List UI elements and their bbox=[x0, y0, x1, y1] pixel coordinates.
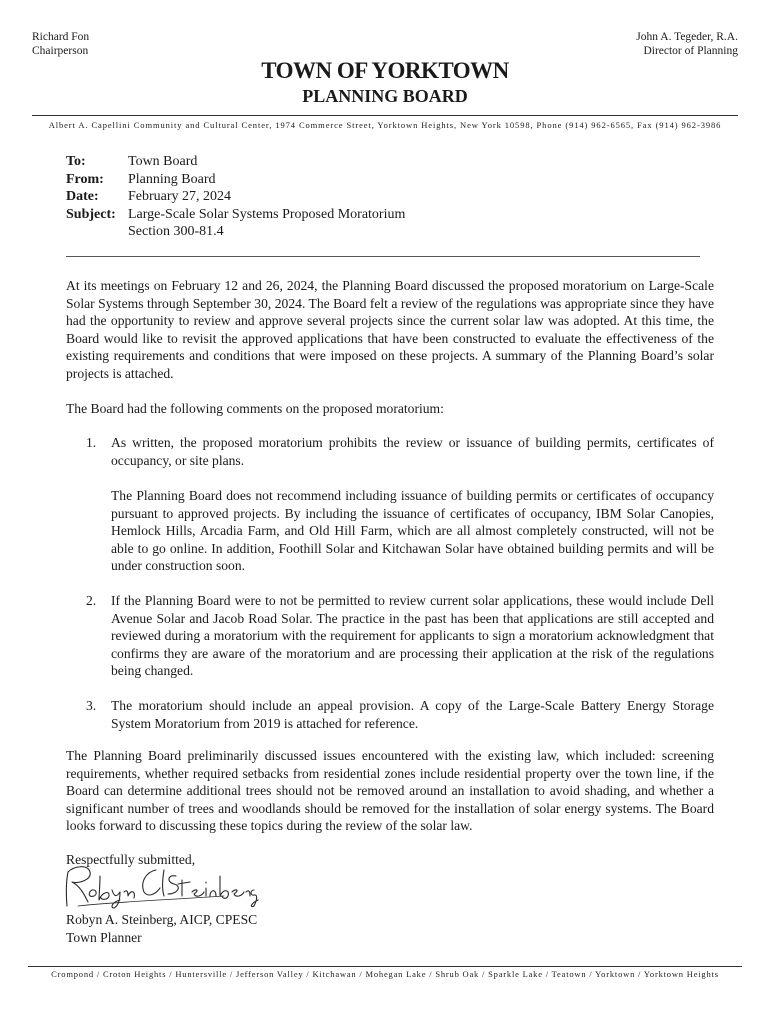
memo-from-label: From: bbox=[66, 171, 104, 187]
chairperson-block bbox=[32, 30, 89, 58]
memo-date-value: February 27, 2024 bbox=[128, 189, 232, 204]
signer-name: Robyn A. Steinberg, AICP, CPESC bbox=[66, 912, 258, 927]
paragraph-intro: At its meetings on February 12 and 26, 2024, the Planning Board discussed the proposed moratorium on Large-Scale Solar Systems through September 30, 2024. The Board felt a review of the regulations was appropriate since they have had the opportunity to review and approve several projects since the current solar law was adopted. At this time, the Board would like to revisit the approved applications that have been constructed to evaluate the effectiveness of the existing requirements and conditions that were imposed on these projects. A summary of the Planning Board’s solar projects is attached. bbox=[66, 278, 714, 381]
list-item-1-text: As written, the proposed moratorium prohibits the review or issuance of building permits, certificates of occupancy, or site plans. bbox=[111, 435, 714, 468]
list-item-2-number: 2. bbox=[86, 593, 97, 608]
header-divider bbox=[32, 115, 738, 116]
footer-hamlets: Crompond / Croton Heights / Huntersville / Jefferson Valley / Kitchawan / Mohegan Lake / Shrub Oak / Sparkle Lake / Teatown / Yorktown / Yorktown Heights bbox=[51, 969, 719, 979]
memo-to-row bbox=[66, 153, 405, 171]
memo-from-value: Planning Board bbox=[128, 171, 216, 187]
list-item-3-number: 3. bbox=[86, 698, 97, 713]
memo-subject-label: Subject: bbox=[66, 206, 116, 222]
list-item-2 bbox=[86, 592, 714, 680]
memo-to-label: To: bbox=[66, 154, 86, 169]
director-title: Director of Planning bbox=[643, 45, 738, 57]
chairperson-title: Chairperson bbox=[32, 45, 89, 57]
memo-subject-line2: Section 300-81.4 bbox=[128, 224, 224, 239]
memo-subject-row bbox=[66, 206, 405, 241]
memo-header bbox=[66, 153, 405, 241]
memo-subject-line1: Large-Scale Solar Systems Proposed Moratorium bbox=[128, 206, 406, 222]
memo-date-label: Date: bbox=[66, 189, 99, 204]
address-line: Albert A. Capellini Community and Cultural Center, 1974 Commerce Street, Yorktown Heights, New York 10598, Phone (914) 962-6565, Fax (914) 962-3986 bbox=[48, 120, 722, 130]
memo-divider bbox=[66, 256, 700, 257]
director-name: John A. Tegeder, R.A. bbox=[636, 31, 738, 43]
memo-date-row bbox=[66, 188, 405, 206]
list-item-1 bbox=[86, 434, 714, 469]
memo-subject-value bbox=[128, 206, 405, 241]
paragraph-comments-lead: The Board had the following comments on the proposed moratorium: bbox=[66, 401, 444, 416]
signer-title: Town Planner bbox=[66, 930, 142, 945]
memo-to-value: Town Board bbox=[128, 154, 198, 169]
list-item-1-number: 1. bbox=[86, 435, 97, 450]
chairperson-name: Richard Fon bbox=[32, 31, 90, 43]
director-block bbox=[636, 30, 738, 58]
handwritten-signature bbox=[54, 862, 264, 910]
list-item-1-detail: The Planning Board does not recommend including issuance of building permits or certificates of occupancy pursuant to approved projects. By including the issuance of certificates of occupancy, IBM Solar Canopies, Hemlock Hills, Arcadia Farm, and Old Hill Farm, which are all almost completely constructed, will not be able to go online. In addition, Foothill Solar and Kitchawan Solar have obtained building permits and will be under construction soon. bbox=[111, 488, 714, 573]
list-item-3-text: The moratorium should include an appeal provision. A copy of the Large-Scale Battery Energy Storage System Moratorium from 2019 is attached for reference. bbox=[111, 698, 714, 731]
board-title: PLANNING BOARD bbox=[302, 86, 468, 106]
footer-divider bbox=[28, 966, 742, 967]
list-item-3 bbox=[86, 697, 714, 732]
closing-salutation: Respectfully submitted, bbox=[66, 852, 196, 867]
paragraph-existing-law: The Planning Board preliminarily discussed issues encountered with the existing law, which included: screening requirements, whether required setbacks from residential zones include residential property over the town line, if the Board can determine additional trees should not be removed around an installation to avoid shading, and whether a significant number of trees and woodlands should be removed for the installation of solar energy systems. The Board looks forward to discussing these topics during the review of the solar law. bbox=[66, 748, 714, 833]
town-title: TOWN OF YORKTOWN bbox=[261, 58, 509, 83]
memo-from-row bbox=[66, 171, 405, 189]
list-item-2-text: If the Planning Board were to not be permitted to review current solar applications, these would include Dell Avenue Solar and Jacob Road Solar. The practice in the past has been that applications are still accepted and reviewed during a moratorium with the requirement for applicants to sign a moratorium acknowledgment that confirms they are aware of the moratorium and are processing their application at the risk of the regulations being changed. bbox=[111, 593, 714, 678]
